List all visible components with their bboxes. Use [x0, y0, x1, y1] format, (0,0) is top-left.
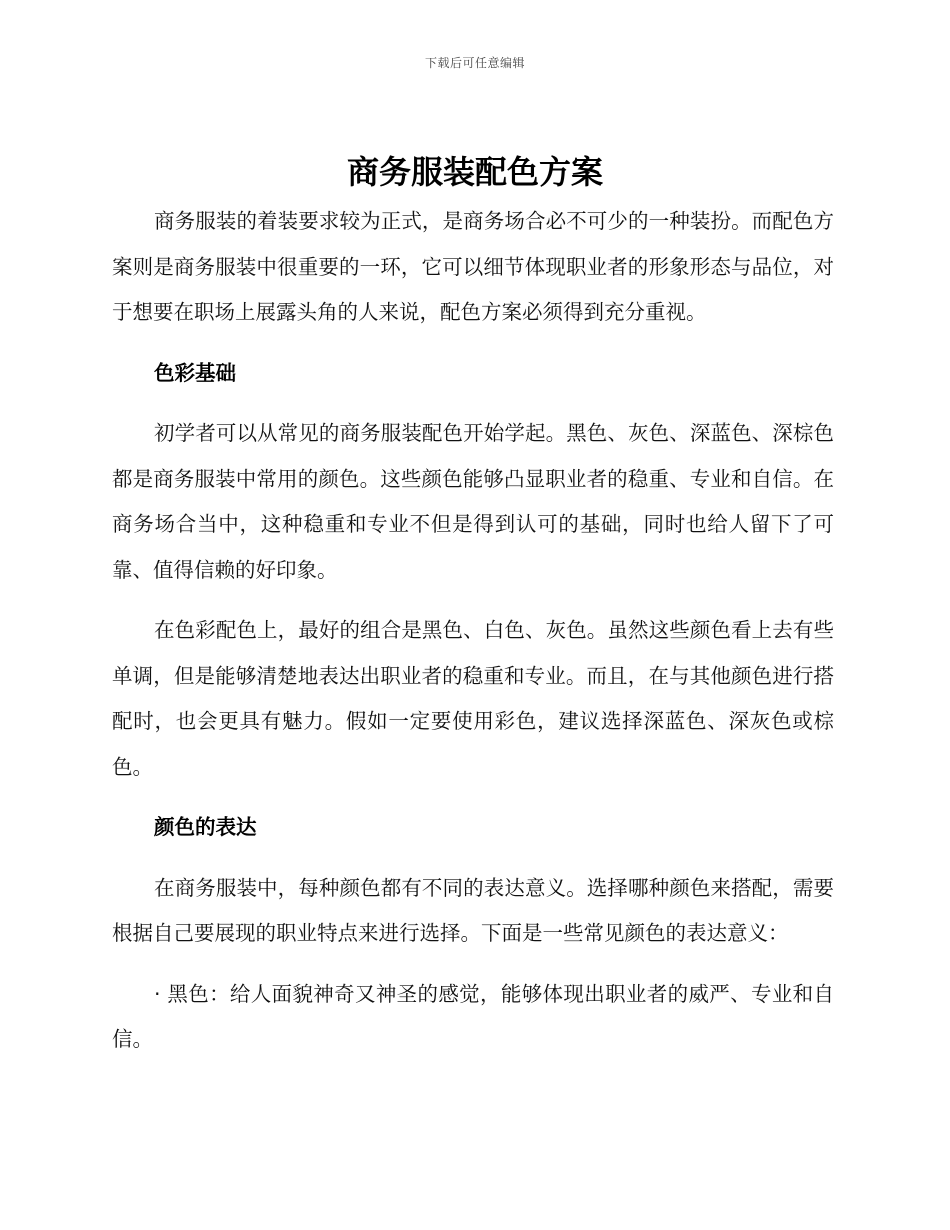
- document-title: 商务服装配色方案: [346, 153, 603, 191]
- section-heading-color-basics: 色彩基础: [154, 360, 237, 385]
- header-note: 下载后可任意编辑: [424, 56, 525, 70]
- paragraph: 在色彩配色上，最好的组合是黑色、白色、灰色。虽然这些颜色看上去有些单调，但是能够清楚地表达出职业者的稳重和专业。而且，在与其他颜色进行搭配时，也会更具有魅力。假如一定要使用彩色，建议选择深蓝色、深灰色或棕色。: [112, 618, 834, 779]
- document-body: [112, 199, 834, 1078]
- paragraph: 初学者可以从常见的商务服装配色开始学起。黑色、灰色、深蓝色、深棕色都是商务服装中常用的颜色。这些颜色能够凸显职业者的稳重、专业和自信。在商务场合当中，这种稳重和专业不但是得到认可的基础，同时也给人留下了可靠、值得信赖的好印象。: [112, 421, 834, 582]
- paragraph: 在商务服装中，每种颜色都有不同的表达意义。选择哪种颜色来搭配，需要根据自己要展现的职业特点来进行选择。下面是一些常见颜色的表达意义：: [112, 875, 834, 945]
- section-heading-color-expression: 颜色的表达: [154, 815, 257, 839]
- list-item-black: · 黑色：给人面貌神奇又神圣的感觉，能够体现出职业者的威严、专业和自信。: [112, 981, 834, 1051]
- intro-paragraph: 商务服装的着装要求较为正式，是商务场合必不可少的一种装扮。而配色方案则是商务服装中很重要的一环，它可以细节体现职业者的形象形态与品位，对于想要在职场上展露头角的人来说，配色方案必须得到充分重视。: [112, 209, 834, 324]
